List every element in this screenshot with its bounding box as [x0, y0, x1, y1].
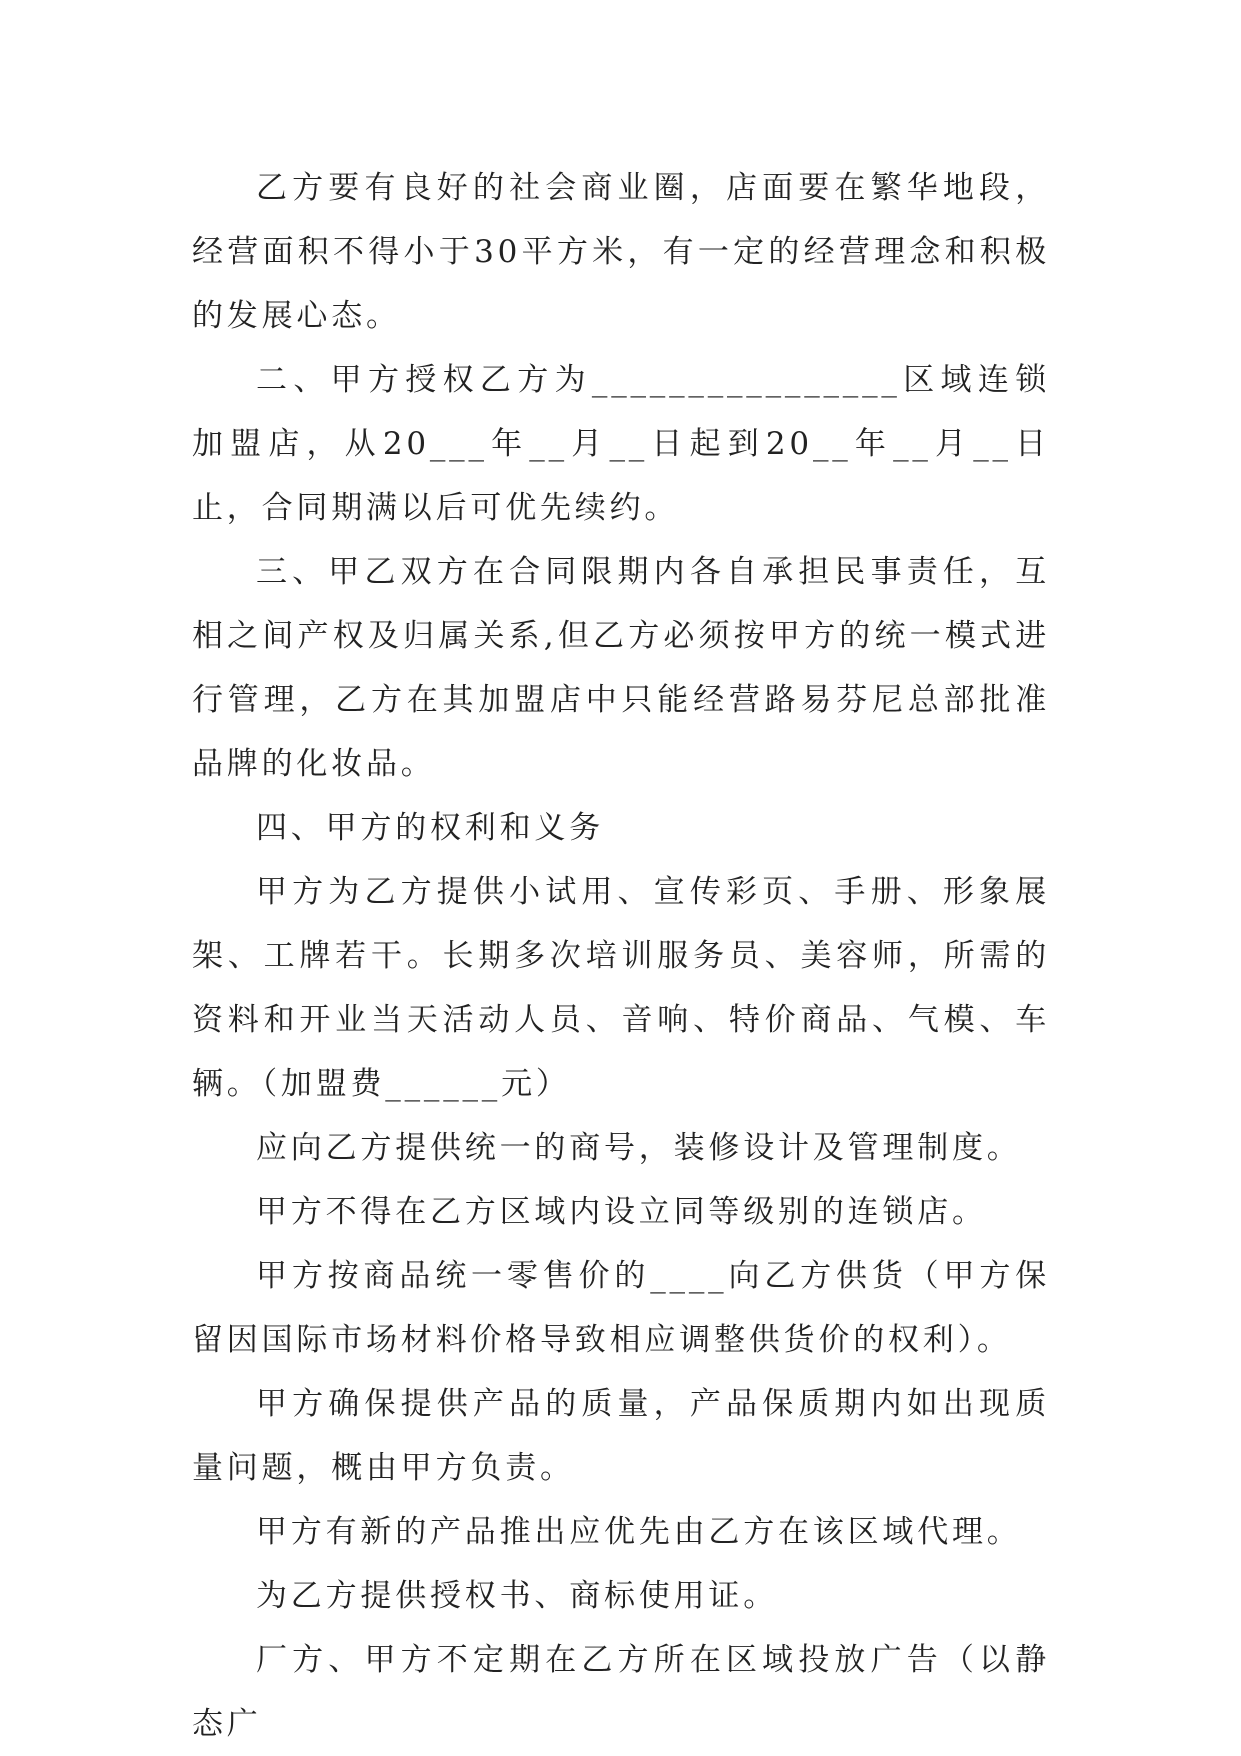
paragraph-clause-2: 二、甲方授权乙方为________________区域连锁加盟店，从20___年__月__日起到20__年__月__日止，合同期满以后可优先续约。	[192, 362, 1050, 526]
paragraph-party-a-support: 甲方为乙方提供小试用、宣传彩页、手册、形象展架、工牌若干。长期多次培训服务员、美容师，所需的资料和开业当天活动人员、音响、特价商品、气模、车辆。（加盟费______元）	[192, 874, 1050, 1102]
paragraph-new-products: 甲方有新的产品推出应优先由乙方在该区域代理。	[256, 1514, 1022, 1550]
paragraph-supply-price: 甲方按商品统一零售价的____向乙方供货（甲方保留因国际市场材料价格导致相应调整供货价的权利）。	[192, 1258, 1050, 1358]
paragraph-authorization: 为乙方提供授权书、商标使用证。	[256, 1578, 778, 1614]
document-page	[192, 156, 1050, 1756]
paragraph-advertising: 厂方、甲方不定期在乙方所在区域投放广告（以静态广	[192, 1642, 1050, 1742]
paragraph-clause-3: 三、甲乙双方在合同限期内各自承担民事责任，互相之间产权及归属关系,但乙方必须按甲方的统一模式进行管理，乙方在其加盟店中只能经营路易芬尼总部批准品牌的化妆品。	[192, 554, 1050, 782]
paragraph-quality-guarantee: 甲方确保提供产品的质量，产品保质期内如出现质量问题，概由甲方负责。	[192, 1386, 1050, 1486]
paragraph-store-requirements: 乙方要有良好的社会商业圈，店面要在繁华地段，经营面积不得小于30平方米，有一定的经营理念和积极的发展心态。	[192, 170, 1050, 334]
paragraph-no-same-level-store: 甲方不得在乙方区域内设立同等级别的连锁店。	[256, 1194, 987, 1230]
paragraph-trade-name: 应向乙方提供统一的商号，装修设计及管理制度。	[256, 1130, 1022, 1166]
section-heading-clause-4: 四、甲方的权利和义务	[256, 810, 604, 846]
